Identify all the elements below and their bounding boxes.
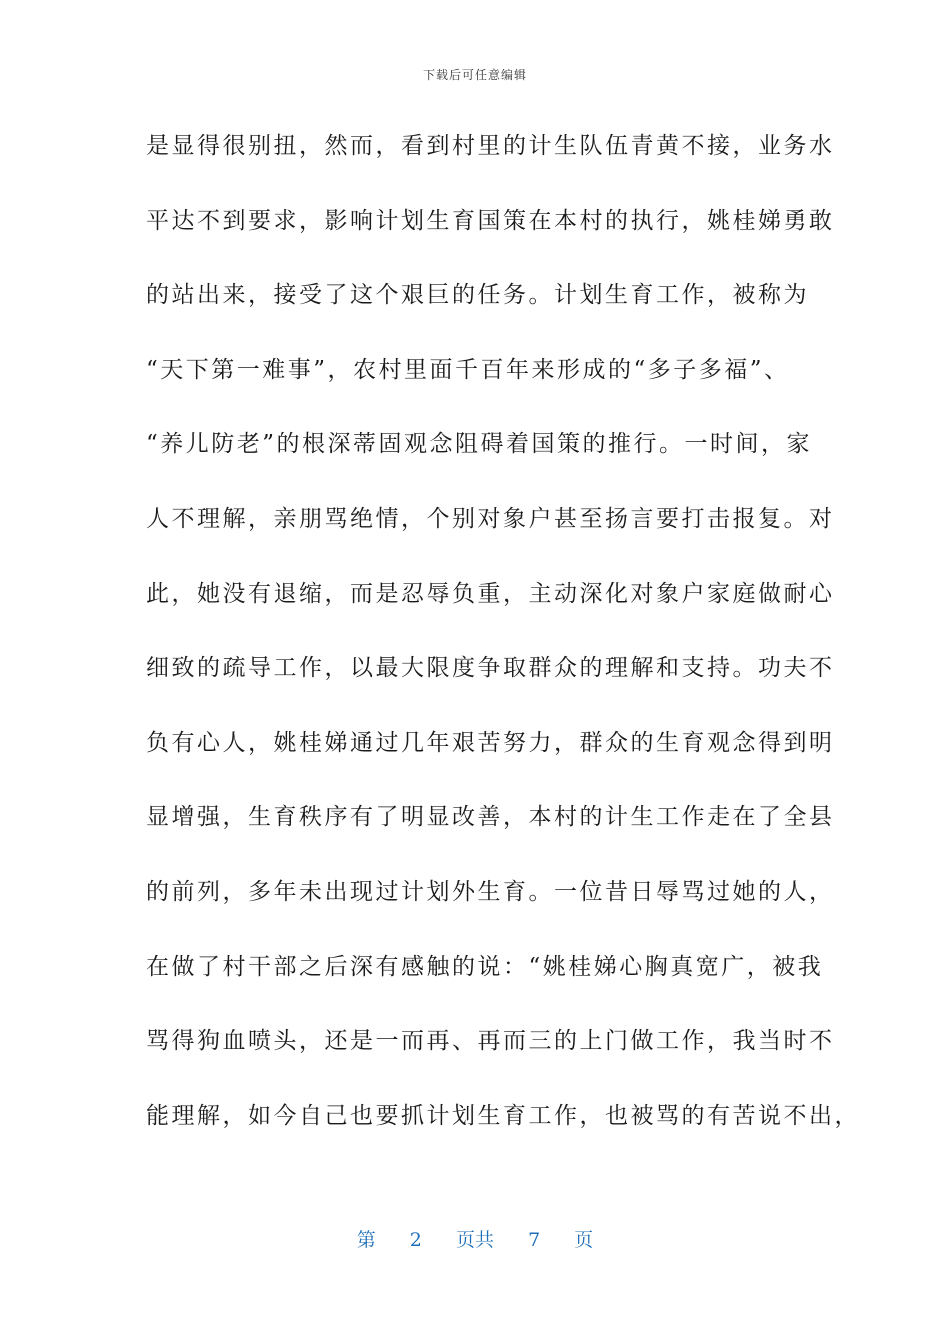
paragraph-line: 能理解，如今自己也要抓计划生育工作，也被骂的有苦说不出，	[146, 1102, 860, 1129]
paragraph-line: “天下第一难事”，农村里面千百年来形成的“多子多福”、	[146, 356, 790, 383]
paragraph-line: 人不理解，亲朋骂绝情，个别对象户甚至扬言要打击报复。对	[146, 505, 835, 532]
page-number-footer	[0, 1225, 950, 1252]
paragraph-line: 在做了村干部之后深有感触的说：“姚桂娣心胸真宽广，被我	[146, 953, 824, 980]
current-page-number: 2	[409, 1229, 422, 1251]
paragraph-line: 骂得狗血喷头，还是一而再、再而三的上门做工作，我当时不	[146, 1028, 835, 1055]
page-label-ye: 页	[574, 1229, 594, 1251]
paragraph-line: 的前列，多年未出现过计划外生育。一位昔日辱骂过她的人，	[146, 878, 835, 905]
total-page-number: 7	[528, 1229, 541, 1251]
paragraph-line: 负有心人，姚桂娣通过几年艰苦努力，群众的生育观念得到明	[146, 729, 835, 756]
page-label-ye-gong: 页共	[455, 1229, 494, 1251]
paragraph-line: “养儿防老”的根深蒂固观念阻碍着国策的推行。一时间，家	[146, 431, 813, 458]
paragraph-line: 的站出来，接受了这个艰巨的任务。计划生育工作，被称为	[146, 282, 809, 309]
paragraph-line: 显增强，生育秩序有了明显改善，本村的计生工作走在了全县	[146, 804, 835, 831]
paragraph-line: 是显得很别扭，然而，看到村里的计生队伍青黄不接，业务水	[146, 133, 835, 159]
paragraph-line: 平达不到要求，影响计划生育国策在本村的执行，姚桂娣勇敢	[146, 207, 835, 234]
body-paragraph	[146, 128, 860, 1172]
paragraph-line: 此，她没有退缩，而是忍辱负重，主动深化对象户家庭做耐心	[146, 580, 835, 607]
paragraph-line: 细致的疏导工作，以最大限度争取群众的理解和支持。功夫不	[146, 655, 835, 682]
page-label-di: 第	[356, 1229, 376, 1251]
header-note: 下载后可任意编辑	[422, 68, 527, 82]
